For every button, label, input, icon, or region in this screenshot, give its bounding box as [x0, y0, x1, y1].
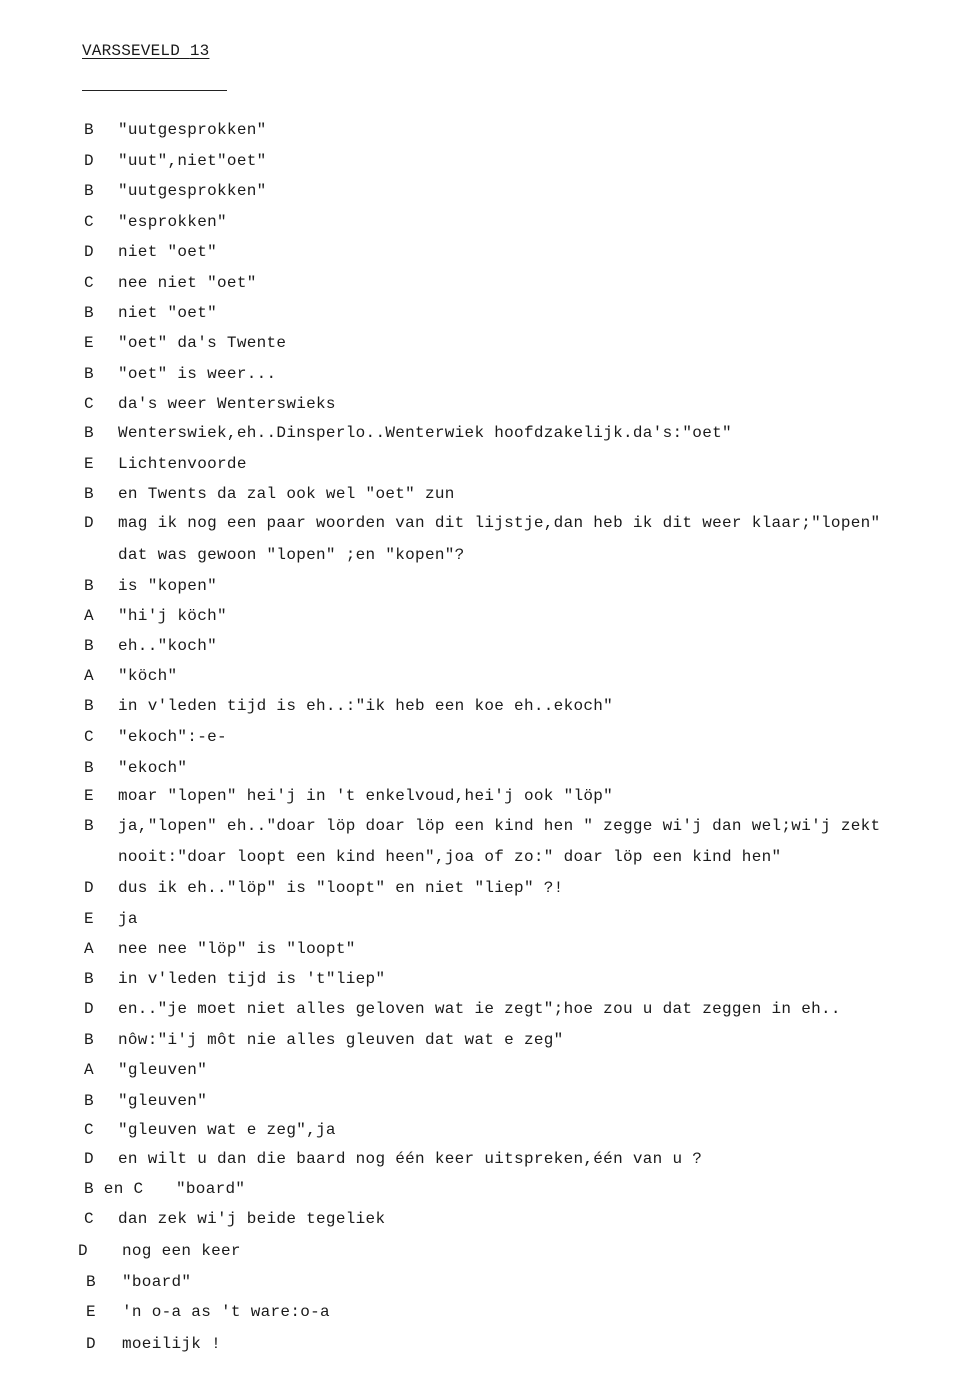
speaker-label: B	[84, 637, 94, 655]
utterance-text: "gleuven"	[118, 1061, 208, 1079]
utterance-text: moar "lopen" hei'j in 't enkelvoud,hei'j ook "löp"	[118, 787, 614, 805]
transcript-line	[0, 394, 973, 414]
transcript-line	[0, 969, 973, 989]
speaker-label: B	[84, 1031, 94, 1049]
utterance-text: ja,"lopen" eh.."doar löp doar löp een kind hen " zegge wi'j dan wel;wi'j zekt	[118, 817, 881, 835]
utterance-text: eh.."koch"	[118, 637, 218, 655]
page-title: VARSSEVELD 13	[82, 42, 210, 60]
transcript-line	[0, 758, 973, 778]
utterance-text: "gleuven wat e zeg",ja	[118, 1121, 336, 1139]
speaker-label: D	[84, 879, 94, 897]
transcript-line	[0, 1060, 973, 1080]
utterance-text: mag ik nog een paar woorden van dit lijstje,dan heb ik dit weer klaar;"lopen"	[118, 514, 881, 532]
utterance-text: niet "oet"	[118, 243, 218, 261]
speaker-label: C	[84, 728, 94, 746]
transcript-line	[0, 1209, 973, 1229]
speaker-label: D	[84, 1000, 94, 1018]
utterance-text: da's weer Wenterswieks	[118, 395, 336, 413]
utterance-text: "board"	[176, 1180, 246, 1198]
transcript-line	[0, 786, 973, 806]
speaker-label: D	[86, 1335, 96, 1353]
utterance-text: niet "oet"	[118, 304, 218, 322]
speaker-label: A	[84, 940, 94, 958]
utterance-text: "uutgesprokken"	[118, 121, 267, 139]
transcript-line	[0, 727, 973, 747]
transcript-line	[0, 1302, 973, 1322]
speaker-label: E	[84, 910, 94, 928]
speaker-label: C	[84, 213, 94, 231]
transcript-line	[0, 1179, 973, 1199]
transcript-line	[0, 696, 973, 716]
speaker-label: B	[84, 970, 94, 988]
speaker-label: B	[84, 577, 94, 595]
transcript-line	[0, 423, 973, 443]
utterance-text: in v'leden tijd is eh..:"ik heb een koe eh..ekoch"	[118, 697, 614, 715]
speaker-label: E	[84, 787, 94, 805]
speaker-label: B	[86, 1273, 96, 1291]
utterance-text: en.."je moet niet alles geloven wat ie zegt";hoe zou u dat zeggen in eh..	[118, 1000, 841, 1018]
speaker-label: B	[84, 365, 94, 383]
speaker-label: B	[84, 304, 94, 322]
transcript-line	[0, 120, 973, 140]
speaker-label: B	[84, 424, 94, 442]
speaker-label: B en C	[84, 1180, 144, 1198]
speaker-label: C	[84, 274, 94, 292]
transcript-line	[0, 1030, 973, 1050]
transcript-line	[0, 181, 973, 201]
transcript-line	[0, 333, 973, 353]
utterance-text: nog een keer	[122, 1242, 241, 1260]
transcript-line	[0, 454, 973, 474]
transcript-line	[0, 1272, 973, 1292]
utterance-text: is "kopen"	[118, 577, 218, 595]
speaker-label: D	[84, 514, 94, 532]
utterance-text: dus ik eh.."löp" is "loopt" en niet "liep" ?!	[118, 879, 564, 897]
speaker-label: B	[84, 485, 94, 503]
transcript-line	[0, 303, 973, 323]
transcript-line	[0, 364, 973, 384]
speaker-label: B	[84, 121, 94, 139]
speaker-label: A	[84, 667, 94, 685]
utterance-text: nee niet "oet"	[118, 274, 257, 292]
utterance-text: en Twents da zal ook wel "oet" zun	[118, 485, 455, 503]
utterance-text: "oet" da's Twente	[118, 334, 287, 352]
transcript-line	[0, 545, 973, 565]
utterance-text: "esprokken"	[118, 213, 227, 231]
utterance-text: "ekoch":-e-	[118, 728, 227, 746]
utterance-text: nôw:"i'j môt nie alles gleuven dat wat e zeg"	[118, 1031, 564, 1049]
transcript-line	[0, 847, 973, 867]
speaker-label: D	[84, 152, 94, 170]
utterance-text: "köch"	[118, 667, 178, 685]
utterance-text: Wenterswiek,eh..Dinsperlo..Wenterwiek hoofdzakelijk.da's:"oet"	[118, 424, 732, 442]
speaker-label: C	[84, 1121, 94, 1139]
speaker-label: A	[84, 1061, 94, 1079]
transcript-line	[0, 212, 973, 232]
transcript-line	[0, 242, 973, 262]
transcript-line	[0, 1334, 973, 1354]
utterance-text: nee nee "löp" is "loopt"	[118, 940, 356, 958]
utterance-text: dat was gewoon "lopen" ;en "kopen"?	[118, 546, 465, 564]
utterance-text: dan zek wi'j beide tegeliek	[118, 1210, 386, 1228]
speaker-label: B	[84, 182, 94, 200]
speaker-label: D	[84, 243, 94, 261]
speaker-label: D	[78, 1242, 88, 1260]
utterance-text: in v'leden tijd is 't"liep"	[118, 970, 386, 988]
utterance-text: "ekoch"	[118, 759, 188, 777]
speaker-label: D	[84, 1150, 94, 1168]
speaker-label: B	[84, 1092, 94, 1110]
speaker-label: A	[84, 607, 94, 625]
transcript-line	[0, 999, 973, 1019]
speaker-label: E	[86, 1303, 96, 1321]
speaker-label: B	[84, 817, 94, 835]
transcript-line	[0, 273, 973, 293]
transcript-line	[0, 909, 973, 929]
utterance-text: moeilijk !	[122, 1335, 222, 1353]
utterance-text: "hi'j köch"	[118, 607, 227, 625]
transcript-line	[0, 484, 973, 504]
speaker-label: E	[84, 455, 94, 473]
utterance-text: "gleuven"	[118, 1092, 208, 1110]
utterance-text: 'n o-a as 't ware:o-a	[122, 1303, 330, 1321]
speaker-label: C	[84, 395, 94, 413]
transcript-line	[0, 666, 973, 686]
transcript-line	[0, 939, 973, 959]
transcript-line	[0, 1091, 973, 1111]
speaker-label: B	[84, 697, 94, 715]
transcript-line	[0, 1149, 973, 1169]
utterance-text: nooit:"doar loopt een kind heen",joa of zo:" doar löp een kind hen"	[118, 848, 782, 866]
transcript-line	[0, 1241, 973, 1261]
speaker-label: B	[84, 759, 94, 777]
transcript-line	[0, 878, 973, 898]
speaker-label: E	[84, 334, 94, 352]
utterance-text: "uut",niet"oet"	[118, 152, 267, 170]
transcript-line	[0, 816, 973, 836]
transcript-line	[0, 606, 973, 626]
utterance-text: ja	[118, 910, 138, 928]
transcript-line	[0, 151, 973, 171]
transcript-line	[0, 576, 973, 596]
utterance-text: "board"	[122, 1273, 192, 1291]
transcript-line	[0, 513, 973, 533]
utterance-text: Lichtenvoorde	[118, 455, 247, 473]
speaker-label: C	[84, 1210, 94, 1228]
page-number: 13	[189, 42, 210, 60]
utterance-text: "oet" is weer...	[118, 365, 277, 383]
transcript-line	[0, 636, 973, 656]
utterance-text: "uutgesprokken"	[118, 182, 267, 200]
utterance-text: en wilt u dan die baard nog één keer uitspreken,één van u ?	[118, 1150, 703, 1168]
transcript-line	[0, 1120, 973, 1140]
